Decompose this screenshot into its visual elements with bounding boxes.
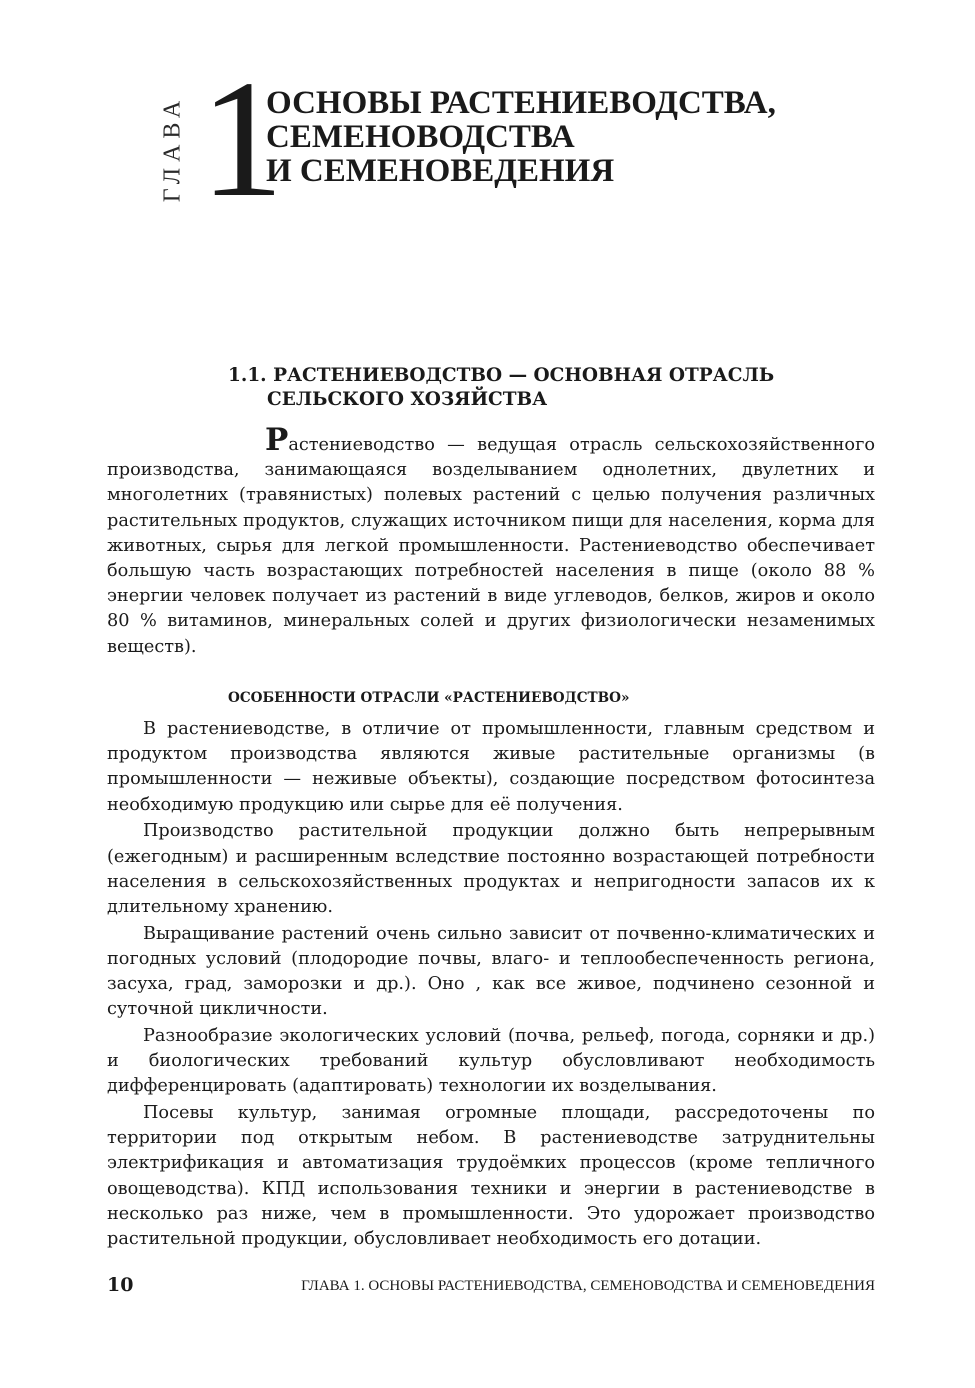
- paragraph: Разнообразие экологических условий (почва, рельеф, погода, сорняки и др.) и биологических требований культур обусловливают необходимость дифференцировать (адаптировать) технологии их возделывания.: [107, 1025, 875, 1097]
- lead-paragraph-text: астениеводство — ведущая отрасль сельскохозяйственного производства, занимающаяся возделыванием однолетних, двулетних и многолетних (травянистых) полевых растений с целью получения различных растительных продуктов, служащих источником пищи для населения, корма для животных, сырья для легкой промышленности. Растениеводство обеспечивает большую часть возрастающих потребностей населения в пище (около 88 % энергии человек получает из растений в виде углеводов, белков, жиров и около 80 % витаминов, минеральных солей и других физиологически незаменимых веществ).: [107, 435, 875, 657]
- chapter-label-text: ГЛАВА: [159, 94, 186, 202]
- paragraph: Производство растительной продукции должно быть непрерывным (ежегодным) и расширенным вследствие постоянно возрастающей потребности населения в сельскохозяйственных продуктах и непригодности запасов их к длительному хранению.: [107, 821, 875, 917]
- subsection-heading: ОСОБЕННОСТИ ОТРАСЛИ «РАСТЕНИЕВОДСТВО»: [228, 690, 630, 706]
- drop-cap: Р: [265, 422, 289, 458]
- section-heading-line: 1.1. РАСТЕНИЕВОДСТВО — ОСНОВНАЯ ОТРАСЛЬ: [228, 365, 775, 386]
- page-number: 10: [107, 1274, 134, 1296]
- chapter-label: [148, 84, 198, 212]
- paragraph: Выращивание растений очень сильно зависит от почвенно-климатических и погодных условий (плодородие почвы, влаго- и теплообеспеченность региона, засуха, град, заморозки и др.). Оно , как все живое, подчинено сезонной и суточной цикличности.: [107, 923, 875, 1020]
- lead-paragraph: [107, 422, 875, 660]
- chapter-title: [266, 86, 886, 188]
- chapter-title-line: И СЕМЕНОВЕДЕНИЯ: [266, 153, 615, 189]
- chapter-number: 1: [200, 46, 284, 232]
- page-footer: [107, 1274, 875, 1298]
- paragraph: Посевы культур, занимая огромные площади, рассредоточены по территории под открытым небом. В растениеводстве затруднительны электрификация и автоматизация трудоёмких процессов (кроме тепличного овощеводства). КПД использования техники и энергии в растениеводстве в несколько раз ниже, чем в промышленности. Это удорожает производство растительной продукции, обусловливает необходимость его дотации.: [107, 1103, 875, 1250]
- section-heading: [228, 364, 868, 412]
- running-head: ГЛАВА 1. ОСНОВЫ РАСТЕНИЕВОДСТВА, СЕМЕНОВОДСТВА И СЕМЕНОВЕДЕНИЯ: [301, 1278, 875, 1294]
- chapter-title-line: ОСНОВЫ РАСТЕНИЕВОДСТВА,: [266, 85, 776, 121]
- section-heading-line: СЕЛЬСКОГО ХОЗЯЙСТВА: [267, 389, 548, 410]
- chapter-title-line: СЕМЕНОВОДСТВА: [266, 119, 575, 155]
- body-paragraphs: [107, 717, 875, 1254]
- paragraph: В растениеводстве, в отличие от промышленности, главным средством и продуктом производства являются живые растительные организмы (в промышленности — неживые объекты), создающие посредством фотосинтеза необходимую продукцию или сырье для её получения.: [107, 719, 875, 815]
